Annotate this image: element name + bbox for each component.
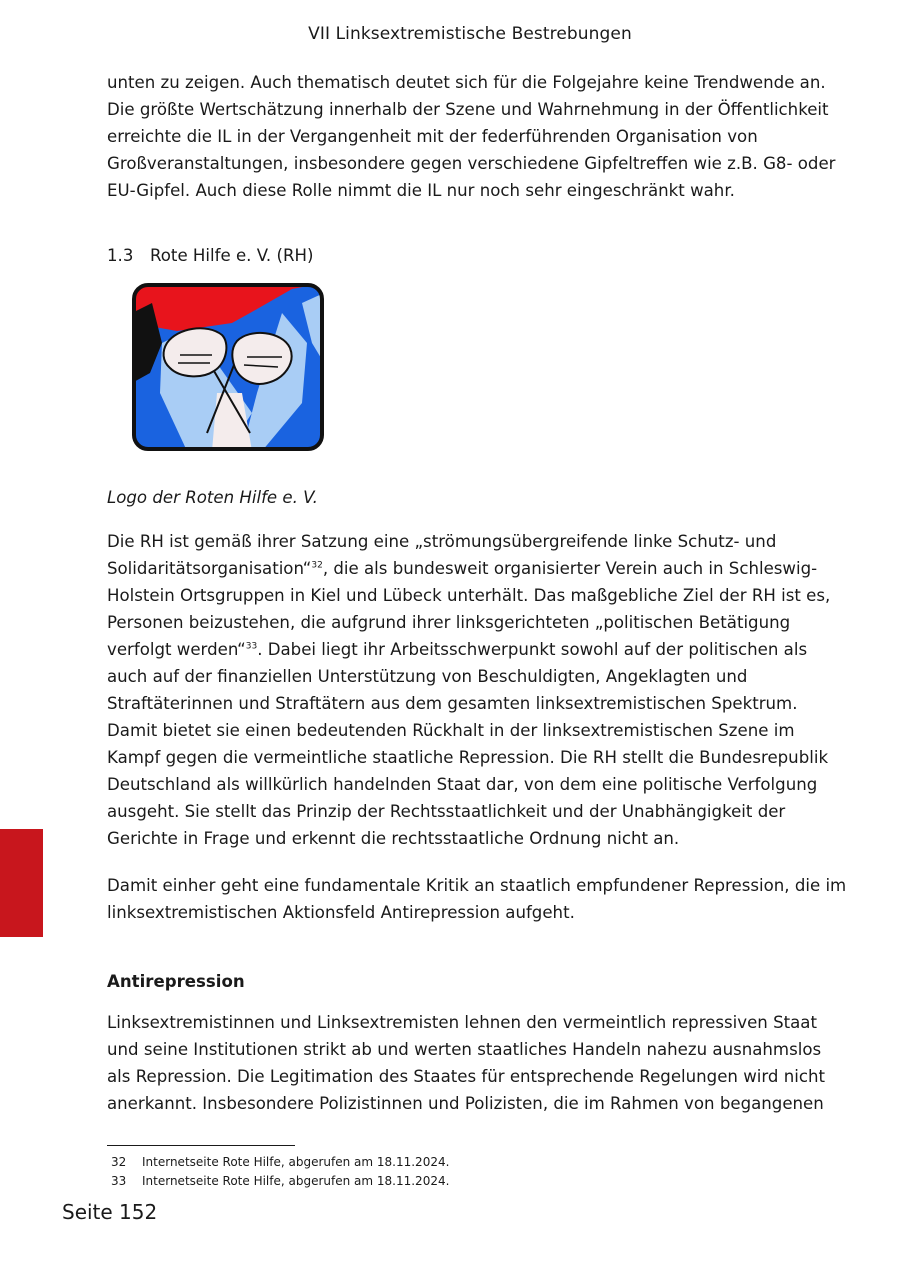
page-number: Seite 152 <box>62 1200 158 1224</box>
footnote-text: Internetseite Rote Hilfe, abgerufen am 18.11.2024. <box>142 1174 450 1188</box>
section-heading <box>107 242 313 269</box>
footnote <box>107 1153 449 1172</box>
text-part: . Dabei liegt ihr Arbeitsschwerpunkt sowohl auf der politischen als auch auf der finanziellen Unterstützung von Beschuldigten, Angeklagten und Straftäterinnen und Straftätern aus dem gesamten linksextremistischen Spektrum. Damit bietet sie einen bedeutenden Rückhalt in der linksextremistischen Szene im Kampf gegen die vermeintliche staatliche Repression. Die RH stellt die Bundesrepublik Deutschland als willkürlich handelnden Staat dar, von dem eine politische Verfolgung ausgeht. Sie stellt das Prinzip der Rechtsstaatlichkeit und der Unabhängigkeit der Gerichte in Frage und erkennt die rechtsstaatliche Ordnung nicht an. <box>107 640 829 848</box>
footnote-divider <box>107 1145 295 1146</box>
logo-caption: Logo der Roten Hilfe e. V. <box>107 488 318 507</box>
footnote <box>107 1172 449 1191</box>
text-part: , die als bundesweit organisierter Verein auch in Schleswig-Holstein Ortsgruppen in Kiel und Lübeck unterhält. Das maßgebliche Ziel der RH ist es, Personen beizustehen, die aufgrund ihrer linksgerichteten „politischen Betätigung verfolgt werden“ <box>107 559 831 659</box>
footnotes <box>107 1153 449 1191</box>
paragraph-text: Damit einher geht eine fundamentale Kritik an staatlich empfundener Repression, die im linksextremistischen Aktionsfeld Antirepression aufgeht. <box>107 876 847 922</box>
paragraph-repression <box>107 872 847 926</box>
paragraph-antirepression <box>107 1009 847 1117</box>
section-title: Rote Hilfe e. V. (RH) <box>150 246 314 265</box>
paragraph-rh <box>107 528 847 852</box>
footnote-ref[interactable]: 32 <box>311 560 323 571</box>
running-header: VII Linksextremistische Bestrebungen <box>308 24 632 44</box>
section-number: 1.3 <box>107 246 134 265</box>
footnote-ref[interactable]: 33 <box>245 641 258 652</box>
paragraph-text: Linksextremistinnen und Linksextremisten lehnen den vermeintlich repressiven Staat und seine Institutionen strikt ab und werten staatliches Handeln nahezu ausnahmslos als Repression. Die Legitimation des Staates für entsprechende Regelungen wird nicht anerkannt. Insbesondere Polizistinnen und Polizisten, die im Rahmen von begangenen <box>107 1013 825 1113</box>
subheading: Antirepression <box>107 972 245 991</box>
chapter-tab-marker <box>0 829 43 937</box>
footnote-number: 33 <box>111 1174 127 1188</box>
footnote-number: 32 <box>111 1155 127 1169</box>
text-part: Die RH ist gemäß ihrer Satzung eine „strömungsübergreifende linke Schutz- und Solidaritätsorganisation“ <box>107 532 777 578</box>
paragraph-intro <box>107 69 847 204</box>
rote-hilfe-logo <box>132 283 324 451</box>
paragraph-text: unten zu zeigen. Auch thematisch deutet sich für die Folgejahre keine Trendwende an. Die größte Wertschätzung innerhalb der Szene und Wahrnehmung in der Öffentlichkeit erreichte die IL in der Vergangenheit mit der federführenden Organisation von Großveranstaltungen, insbesondere gegen verschiedene Gipfeltreffen wie z.B. G8- oder EU-Gipfel. Auch diese Rolle nimmt die IL nur noch sehr eingeschränkt wahr. <box>107 73 836 200</box>
paragraph-text <box>107 528 847 852</box>
footnote-text: Internetseite Rote Hilfe, abgerufen am 18.11.2024. <box>142 1155 450 1169</box>
